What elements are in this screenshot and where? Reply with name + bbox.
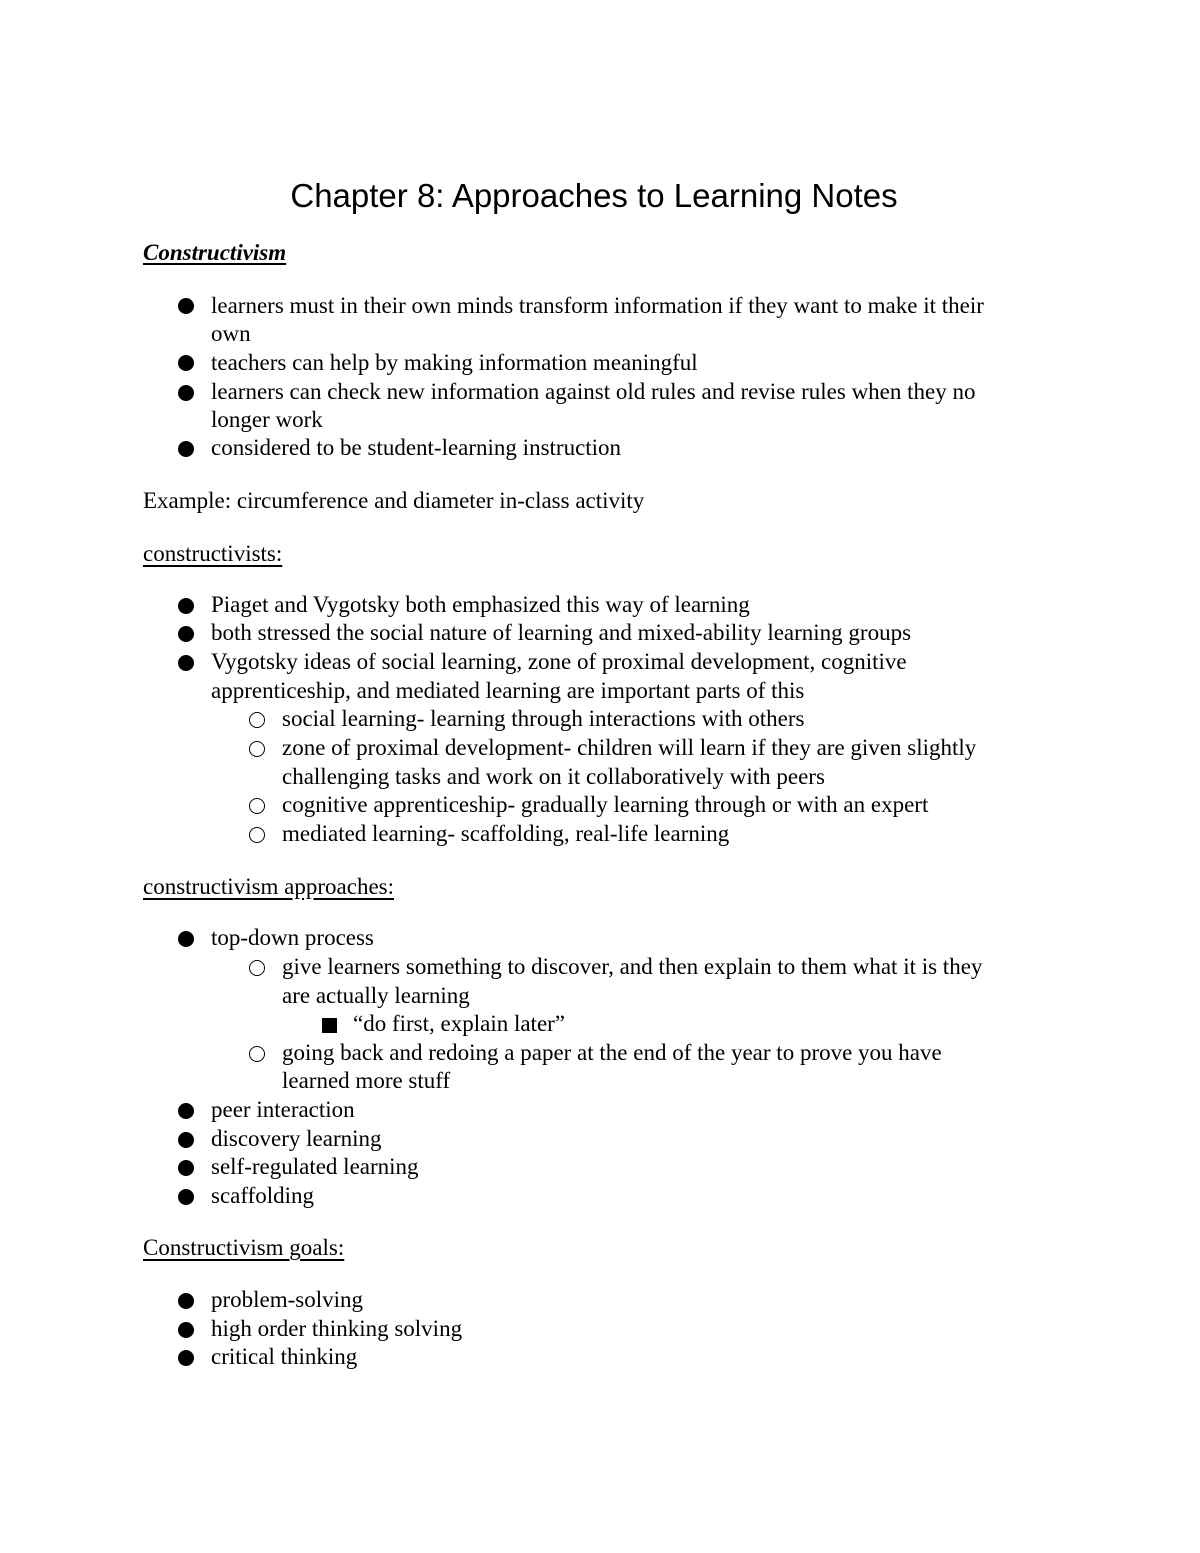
bullet-disc-icon [178, 1160, 194, 1176]
bullet-circle-icon [249, 712, 265, 728]
list-item: critical thinking [211, 1344, 358, 1369]
sub-list-item-continuation: are actually learning [282, 983, 470, 1008]
list-item: top-down process [211, 925, 374, 950]
list-item: both stressed the social nature of learning and mixed-ability learning groups [211, 620, 912, 645]
bullet-disc-icon [178, 598, 194, 614]
list-item: discovery learning [211, 1126, 382, 1151]
sub-list-item: social learning- learning through interactions with others [282, 706, 805, 731]
bullet-disc-icon [178, 1350, 194, 1366]
bullet-circle-icon [249, 960, 265, 976]
bullet-disc-icon [178, 1132, 194, 1148]
bullet-disc-icon [178, 385, 194, 401]
list-item-continuation: own [211, 321, 251, 346]
list-item: high order thinking solving [211, 1316, 463, 1341]
bullet-circle-icon [249, 1046, 265, 1062]
section-heading-goals: Constructivism goals: [143, 1235, 345, 1260]
list-item-continuation: longer work [211, 407, 323, 432]
bullet-disc-icon [178, 626, 194, 642]
bullet-disc-icon [178, 1293, 194, 1309]
list-item: Piaget and Vygotsky both emphasized this way of learning [211, 592, 750, 617]
list-item: scaffolding [211, 1183, 315, 1208]
sub-list-item: going back and redoing a paper at the end of the year to prove you have [282, 1040, 942, 1065]
list-item: learners can check new information against old rules and revise rules when they no [211, 379, 976, 404]
list-item: teachers can help by making information meaningful [211, 350, 698, 375]
sub-list-item: mediated learning- scaffolding, real-life learning [282, 821, 730, 846]
sub-list-item: zone of proximal development- children will learn if they are given slightly [282, 735, 977, 760]
list-item: peer interaction [211, 1097, 355, 1122]
bullet-disc-icon [178, 655, 194, 671]
bullet-disc-icon [178, 1103, 194, 1119]
sub-sub-list-item: “do first, explain later” [353, 1011, 566, 1036]
list-item-continuation: apprenticeship, and mediated learning are important parts of this [211, 678, 805, 703]
bullet-disc-icon [178, 931, 194, 947]
sub-list-item-continuation: learned more stuff [282, 1068, 451, 1093]
list-item: learners must in their own minds transform information if they want to make it their [211, 293, 984, 318]
bullet-disc-icon [178, 1322, 194, 1338]
section-heading-approaches: constructivism approaches: [143, 874, 395, 899]
sub-list-item: cognitive apprenticeship- gradually learning through or with an expert [282, 792, 929, 817]
list-item: Vygotsky ideas of social learning, zone of proximal development, cognitive [211, 649, 907, 674]
bullet-disc-icon [178, 1189, 194, 1205]
list-item: considered to be student-learning instruction [211, 435, 622, 460]
sub-list-item: give learners something to discover, and then explain to them what it is they [282, 954, 983, 979]
bullet-disc-icon [178, 441, 194, 457]
bullet-circle-icon [249, 827, 265, 843]
bullet-disc-icon [178, 355, 194, 371]
bullet-circle-icon [249, 798, 265, 814]
bullet-circle-icon [249, 741, 265, 757]
bullet-disc-icon [178, 298, 194, 314]
list-item: self-regulated learning [211, 1154, 419, 1179]
bullet-square-icon [322, 1018, 337, 1033]
list-item: problem-solving [211, 1287, 364, 1312]
page-title: Chapter 8: Approaches to Learning Notes [290, 177, 898, 214]
section-heading-constructivists: constructivists: [143, 541, 283, 566]
sub-list-item-continuation: challenging tasks and work on it collaboratively with peers [282, 764, 825, 789]
section-heading-constructivism: Constructivism [143, 240, 287, 265]
example-text: Example: circumference and diameter in-class activity [143, 488, 645, 513]
